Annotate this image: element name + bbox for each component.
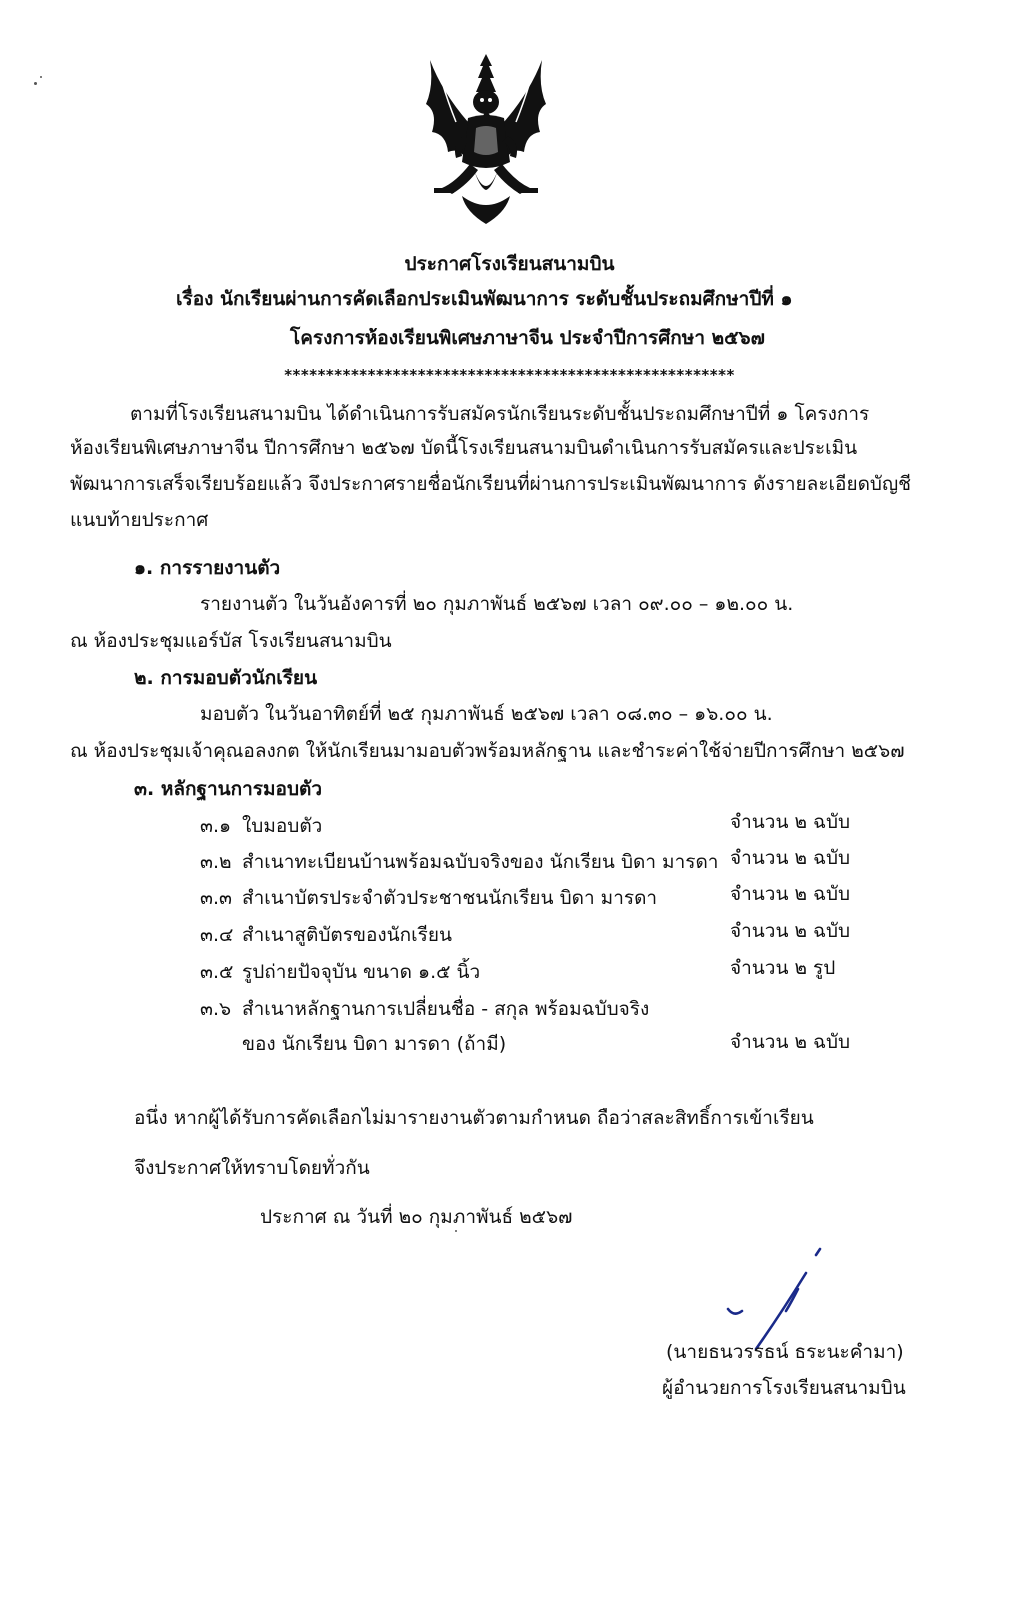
signatory-name: (นายธนวรรธน์ ธระนะคำมา) (666, 1341, 904, 1363)
evidence-item-number: ๓.๖ (200, 998, 232, 1020)
intro-line-2: ห้องเรียนพิเศษภาษาจีน ปีการศึกษา ๒๕๖๗ บัดนี้โรงเรียนสนามบินดำเนินการรับสมัครและประเมิน (70, 437, 858, 459)
document-title: ประกาศโรงเรียนสนามบิน (404, 253, 615, 275)
evidence-item-number: ๓.๑ (200, 815, 232, 837)
document-project: โครงการห้องเรียนพิเศษภาษาจีน ประจำปีการศึกษา ๒๕๖๗ (290, 327, 765, 349)
section-3-heading: ๓. หลักฐานการมอบตัว (134, 778, 323, 800)
section-1-heading: ๑. การรายงานตัว (134, 557, 281, 579)
intro-line-1: ตามที่โรงเรียนสนามบิน ได้ดำเนินการรับสมัครนักเรียนระดับชั้นประถมศึกษาปีที่ ๑ โครงการ (130, 403, 870, 425)
announcement-date: ประกาศ ณ วันที่ ๒๐ กุมภาพันธ์ ๒๕๖๗ (260, 1206, 573, 1228)
section-2-line-1: มอบตัว ในวันอาทิตย์ที่ ๒๕ กุมภาพันธ์ ๒๕๖๗ เวลา ๐๘.๓๐ – ๑๖.๐๐ น. (200, 703, 773, 725)
signatory-position: ผู้อำนวยการโรงเรียนสนามบิน (662, 1377, 906, 1399)
intro-line-3: พัฒนาการเสร็จเรียบร้อยแล้ว จึงประกาศรายชื่อนักเรียนที่ผ่านการประเมินพัฒนาการ ดังรายละเอียดบัญชี (70, 473, 912, 495)
section-1-line-1: รายงานตัว ในวันอังคารที่ ๒๐ กุมภาพันธ์ ๒๕๖๗ เวลา ๐๙.๐๐ – ๑๒.๐๐ น. (200, 593, 794, 615)
garuda-emblem-icon (412, 52, 560, 228)
section-2-heading: ๒. การมอบตัวนักเรียน (134, 667, 318, 689)
evidence-item-text: สำเนาสูติบัตรของนักเรียน (242, 924, 452, 946)
evidence-item-number: ๓.๓ (200, 887, 233, 909)
evidence-item-quantity: จำนวน ๒ รูป (730, 957, 836, 979)
evidence-item-number: ๓.๒ (200, 851, 232, 873)
evidence-item-text: สำเนาทะเบียนบ้านพร้อมฉบับจริงของ นักเรียน บิดา มารดา (242, 851, 719, 873)
evidence-item-text: รูปถ่ายปัจจุบัน ขนาด ๑.๕ นิ้ว (242, 961, 481, 983)
scan-speck (455, 1230, 457, 1232)
intro-line-4: แนบท้ายประกาศ (70, 509, 209, 531)
closing-note: อนึ่ง หากผู้ได้รับการคัดเลือกไม่มารายงานตัวตามกำหนด ถือว่าสละสิทธิ์การเข้าเรียน (134, 1107, 814, 1129)
evidence-item-quantity: จำนวน ๒ ฉบับ (730, 811, 851, 833)
handwritten-signature (720, 1245, 830, 1355)
section-2-line-2: ณ ห้องประชุมเจ้าคุณอลงกต ให้นักเรียนมามอบตัวพร้อมหลักฐาน และชำระค่าใช้จ่ายปีการศึกษา ๒๕๖๗ (70, 740, 905, 762)
closing-announce: จึงประกาศให้ทราบโดยทั่วกัน (134, 1157, 370, 1179)
document-subject: เรื่อง นักเรียนผ่านการคัดเลือกประเมินพัฒนาการ ระดับชั้นประถมศึกษาปีที่ ๑ (176, 288, 793, 310)
scan-speck (40, 76, 42, 78)
scan-speck (34, 82, 37, 85)
evidence-item-quantity: จำนวน ๒ ฉบับ (730, 1031, 851, 1053)
section-1-line-2: ณ ห้องประชุมแอร์บัส โรงเรียนสนามบิน (70, 630, 392, 652)
evidence-item-text: สำเนาหลักฐานการเปลี่ยนชื่อ - สกุล พร้อมฉบับจริง (242, 998, 650, 1020)
evidence-item-number: ๓.๔ (200, 924, 234, 946)
evidence-item-text: สำเนาบัตรประจำตัวประชาชนนักเรียน บิดา มารดา (242, 887, 658, 909)
header-separator: ****************************************************** (284, 366, 735, 384)
evidence-item-number: ๓.๕ (200, 961, 234, 983)
evidence-item-text: ใบมอบตัว (242, 815, 323, 837)
evidence-item-quantity: จำนวน ๒ ฉบับ (730, 920, 851, 942)
evidence-item-text-continued: ของ นักเรียน บิดา มารดา (ถ้ามี) (242, 1033, 507, 1055)
evidence-item-quantity: จำนวน ๒ ฉบับ (730, 883, 851, 905)
evidence-item-quantity: จำนวน ๒ ฉบับ (730, 847, 851, 869)
